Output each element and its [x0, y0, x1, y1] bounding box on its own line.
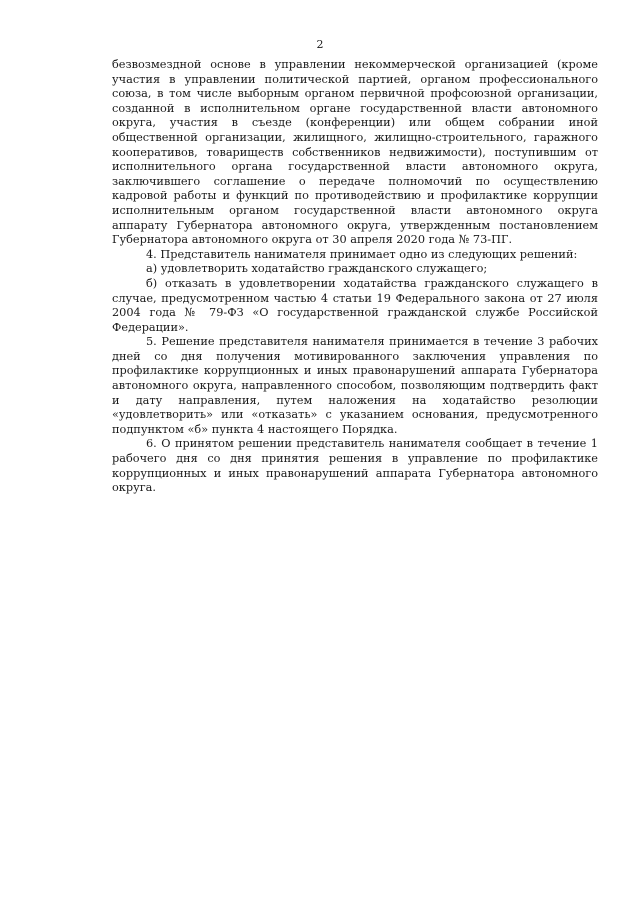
page-number: 2	[316, 38, 324, 51]
paragraph-subitem-a: а) удовлетворить ходатайство гражданского служащего;	[146, 262, 488, 276]
paragraph-item-4: 4. Представитель нанимателя принимает одно из следующих решений:	[146, 247, 578, 261]
paragraph-continuation: безвозмездной основе в управлении некоммерческой организацией (кроме участия в управлении политической партией, органом профессионального союза, в том числе выборным органом первичной профсоюзной организации, созданной в исполнительном органе государственной власти автономного округа, участия в съезде (конференции) или общем собрании иной общественной организации, жилищного, жилищно-строительного, гаражного кооперативов, товариществ собственников недвижимости), поступившим от исполнительного органа государственной власти автономного округа, заключившего соглашение о передаче полномочий по осуществлению кадровой работы и функций по противодействию и профилактике коррупции исполнительным органом государственной власти автономного округа аппарату Губернатора автономного округа, утвержденным постановлением Губернатора автономного округа от 30 апреля 2020 года № 73-ПГ.	[112, 58, 598, 247]
document-body	[112, 58, 598, 496]
paragraph-item-6: 6. О принятом решении представитель нанимателя сообщает в течение 1 рабочего дня со дня принятия решения в управление по профилактике коррупционных и иных правонарушений аппарата Губернатора автономного округа.	[112, 437, 598, 495]
paragraph-subitem-b: б) отказать в удовлетворении ходатайства гражданского служащего в случае, предусмотренном частью 4 статьи 19 Федерального закона от 27 июля 2004 года № 79-ФЗ «О государственной гражданской службе Российской Федерации».	[112, 276, 598, 334]
paragraph-item-5: 5. Решение представителя нанимателя принимается в течение 3 рабочих дней со дня получения мотивированного заключения управления по профилактике коррупционных и иных правонарушений аппарата Губернатора автономного округа, направленного способом, позволяющим подтвердить факт и дату направления, путем наложения на ходатайство резолюции «удовлетворить» или «отказать» с указанием основания, предусмотренного подпунктом «б» пункта 4 настоящего Порядка.	[112, 335, 598, 436]
